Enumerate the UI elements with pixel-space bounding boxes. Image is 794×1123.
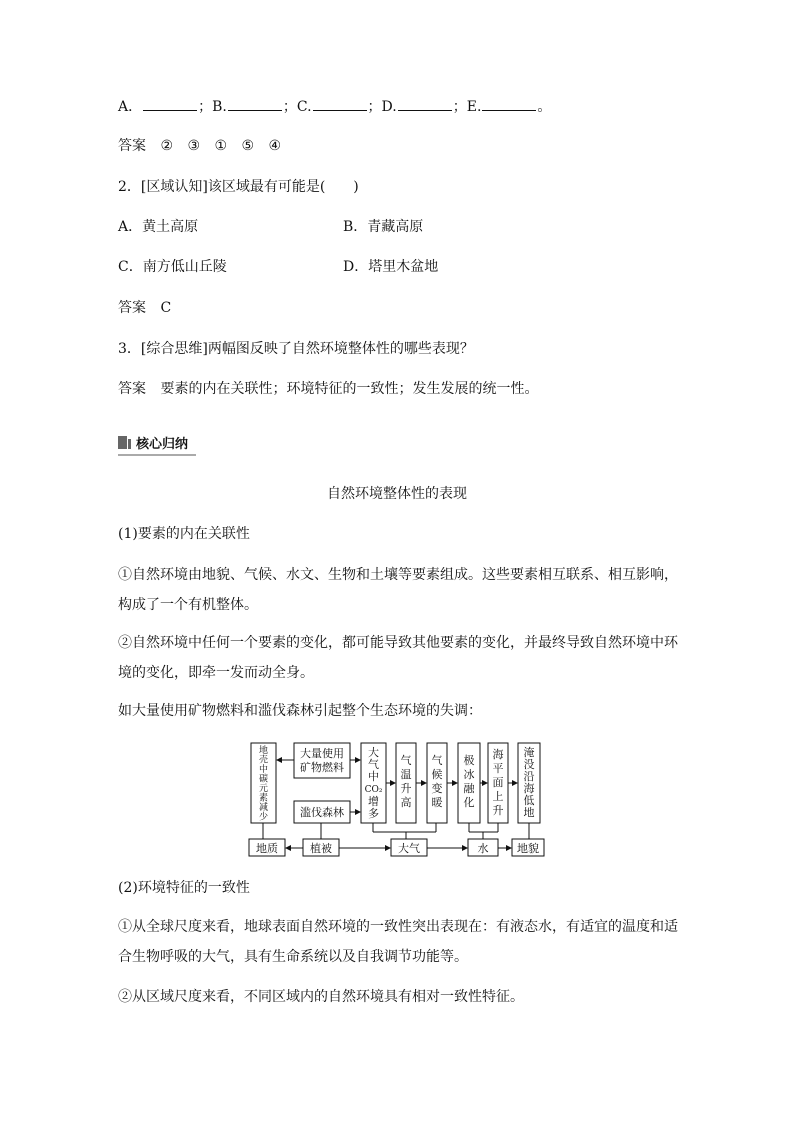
answer-item: ④ — [268, 138, 282, 154]
box9-char: 没 — [523, 758, 535, 771]
box1-char: 少 — [258, 812, 269, 823]
box5-char: 高 — [400, 796, 412, 809]
answer-1 — [118, 136, 281, 156]
box1-char: 中 — [258, 765, 269, 775]
box8-char: 面 — [492, 776, 504, 789]
answer-label: 答案 — [118, 300, 146, 316]
box9-char: 低 — [523, 794, 535, 807]
answer-item: ⑤ — [241, 138, 255, 154]
bottom-label: 植被 — [310, 842, 332, 855]
paragraph-1: ①自然环境由地貌、气候、水文、生物和土壤等要素组成。这些要素相互联系、相互影响，构成了一个有机整体。 — [118, 567, 678, 613]
q1-label-a: A． — [118, 99, 143, 115]
section-heading-text: 核心归纳 — [136, 437, 189, 452]
box4-char: CO₂ — [364, 785, 383, 795]
box1-char: 地 — [258, 746, 269, 756]
answer-value: C — [160, 300, 172, 316]
answer-label: 答案 — [118, 138, 146, 154]
box4-char: 增 — [368, 795, 379, 808]
answer-item: ② — [160, 138, 174, 154]
box6-char: 气 — [431, 754, 443, 767]
box9-char: 淹 — [523, 746, 535, 759]
box7-char: 极 — [463, 754, 475, 767]
heading-bookmark-icon — [118, 436, 127, 449]
paragraph-3: ①从全球尺度来看，地球表面自然环境的一致性突出表现在：有液态水，有适宜的温度和适合生物呼吸的大气，具有生命系统以及自我调节功能等。 — [118, 919, 678, 965]
box1-char: 壳 — [258, 755, 269, 766]
box5-char: 温 — [400, 768, 412, 781]
paragraph-2: ②自然环境中任何一个要素的变化，都可能导致其他要素的变化，并最终导致自然环境中环境的变化，即牵一发而动全身。 — [118, 635, 678, 681]
box7-char: 融 — [463, 782, 475, 795]
box6-char: 候 — [431, 768, 443, 781]
box7-char: 冰 — [463, 768, 475, 781]
q1-blanks-line: A． ；B. ；C. ；D. ；E. 。 — [118, 96, 551, 117]
blank-e[interactable] — [482, 96, 536, 111]
answer-label: 答案 — [118, 381, 146, 397]
subheading-2: (2)环境特征的一致性 — [118, 880, 250, 896]
answer-item: ① — [214, 138, 228, 154]
box8-char: 海 — [492, 748, 504, 761]
q1-label-c: C. — [296, 99, 312, 115]
answer-3 — [118, 379, 538, 399]
box3-label: 滥伐森林 — [300, 806, 344, 819]
box1-char: 元 — [258, 784, 269, 794]
subheading-1: (1)要素的内在关联性 — [118, 526, 250, 542]
box7-char: 化 — [463, 796, 475, 809]
q2-option-c[interactable]: C．南方低山丘陵 — [118, 259, 227, 275]
box1-char: 素 — [258, 793, 269, 804]
section-heading — [118, 432, 196, 456]
box8-char: 上 — [492, 790, 504, 803]
q1-label-b: B. — [212, 99, 227, 115]
box4-char: 大 — [368, 746, 379, 759]
answer-value: 要素的内在关联性；环境特征的一致性；发生发展的统一性。 — [160, 381, 539, 397]
box5-char: 气 — [400, 754, 412, 767]
bottom-label: 水 — [477, 842, 489, 855]
box8-char: 升 — [492, 804, 504, 817]
blank-c[interactable] — [313, 96, 367, 111]
box6-char: 暖 — [431, 796, 443, 809]
blank-d[interactable] — [398, 96, 452, 111]
q2-option-b[interactable]: B．青藏高原 — [343, 219, 424, 235]
question-3: 3．[综合思维]两幅图反映了自然环境整体性的哪些表现？ — [118, 341, 474, 357]
answer-item: ③ — [187, 138, 201, 154]
box4-char: 气 — [368, 758, 379, 771]
box9-char: 海 — [523, 782, 535, 795]
box2-line: 矿物燃料 — [300, 761, 344, 774]
q1-label-d: D. — [381, 99, 397, 115]
heading-bar-icon — [128, 439, 131, 449]
q1-label-e: E. — [466, 99, 482, 115]
box4-char: 多 — [368, 807, 379, 820]
example-sentence: 如大量使用矿物燃料和滥伐森林引起整个生态环境的失调： — [118, 703, 482, 719]
box9-char: 沿 — [523, 770, 535, 783]
ecology-flow-diagram — [246, 738, 546, 858]
bottom-label: 大气 — [398, 842, 420, 855]
box4-char: 中 — [368, 770, 379, 783]
q2-option-a[interactable]: A．黄土高原 — [118, 219, 199, 235]
answer-2 — [118, 298, 171, 318]
box6-char: 变 — [431, 782, 443, 795]
bottom-label: 地貌 — [517, 842, 539, 855]
box1-char: 减 — [258, 803, 269, 813]
box5-char: 升 — [400, 782, 412, 795]
box9-char: 地 — [523, 806, 535, 819]
box1-char: 碳 — [258, 774, 269, 785]
q2-option-d[interactable]: D．塔里木盆地 — [343, 259, 439, 275]
bottom-label: 地质 — [256, 842, 278, 855]
box2-line: 大量使用 — [300, 747, 344, 760]
summary-title: 自然环境整体性的表现 — [327, 486, 467, 502]
blank-a[interactable] — [143, 96, 197, 111]
paragraph-4: ②从区域尺度来看，不同区域内的自然环境具有相对一致性特征。 — [118, 989, 524, 1005]
question-2: 2．[区域认知]该区域最有可能是( ) — [118, 179, 359, 195]
blank-b[interactable] — [228, 96, 282, 111]
box8-char: 平 — [492, 762, 504, 775]
